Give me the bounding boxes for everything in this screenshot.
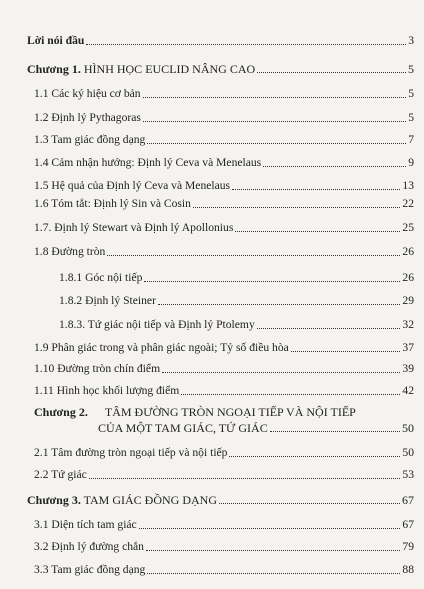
toc-entry[interactable] (34, 133, 414, 147)
leader-dots (147, 143, 406, 144)
leader-dots (144, 281, 400, 282)
toc-entry-label: 1.2 Định lý Pythagoras (34, 111, 141, 124)
chapter-title: TAM GIÁC ĐỒNG DẠNG (80, 493, 218, 507)
toc-entry[interactable] (34, 111, 414, 125)
chapter-2-number: Chương 2. (34, 405, 88, 419)
toc-entry-label: 3.3 Tam giác đồng dạng (34, 563, 146, 576)
page-number: 42 (402, 384, 414, 397)
chapter-2-heading (34, 405, 356, 419)
toc-entry-label (27, 34, 84, 48)
leader-dots (235, 231, 400, 232)
toc-entry-label: 1.9 Phân giác trong và phân giác ngoài; Tỷ số điều hòa (34, 341, 289, 354)
toc-entry[interactable] (34, 197, 414, 211)
page-number: 79 (402, 540, 414, 553)
toc-entry[interactable] (34, 563, 414, 577)
toc-entry[interactable] (34, 384, 414, 398)
toc-entry-label: 1.5 Hệ quả của Định lý Ceva và Menelaus (34, 179, 231, 192)
chapter-title: HÌNH HỌC EUCLID NÂNG CAO (80, 62, 256, 76)
page-number: 67 (402, 493, 414, 507)
chapter-2-title-line2: CỦA MỘT TAM GIÁC, TỨ GIÁC (98, 421, 268, 435)
page-number: 32 (402, 318, 414, 331)
leader-dots (193, 207, 400, 208)
toc-entry[interactable] (34, 341, 414, 355)
leader-dots (162, 372, 400, 373)
leader-dots (107, 255, 400, 256)
page-number: 88 (402, 563, 414, 576)
toc-entry[interactable] (34, 362, 414, 376)
toc-entry-label: 1.6 Tóm tắt: Định lý Sin và Cosin (34, 197, 191, 210)
page-number: 5 (408, 87, 414, 100)
toc-entry[interactable] (59, 318, 414, 332)
leader-dots (143, 121, 406, 122)
page-number: 37 (402, 341, 414, 354)
chapter-number: Chương 1. (27, 62, 81, 76)
toc-entry[interactable] (59, 294, 414, 308)
page-number: 50 (402, 421, 414, 435)
toc-entry-label: 1.11 Hình học khối lượng điểm (34, 384, 180, 397)
toc-entry[interactable] (59, 271, 414, 285)
toc-entry-label: 1.3 Tam giác đồng dạng (34, 133, 146, 146)
page-number: 25 (402, 221, 414, 234)
toc-entry-label: 1.8 Đường tròn (34, 245, 106, 258)
toc-entry[interactable] (34, 518, 414, 532)
leader-dots (181, 394, 400, 395)
toc-entry-label: 2.1 Tâm đường tròn ngoại tiếp và nội tiếp (34, 446, 228, 459)
toc-entry[interactable] (27, 62, 414, 76)
toc-entry-label: 1.10 Đường tròn chín điểm (34, 362, 161, 375)
chapter-number: Chương 3. (27, 493, 81, 507)
page-number: 13 (402, 179, 414, 192)
toc-entry-label: 1.8.3. Tứ giác nội tiếp và Định lý Ptolemy (59, 318, 255, 331)
toc-entry[interactable] (27, 34, 414, 48)
toc-entry[interactable] (34, 221, 414, 235)
leader-dots (139, 528, 401, 529)
section-title: Lời nói đầu (27, 34, 85, 47)
page-number: 26 (402, 245, 414, 258)
leader-dots (86, 44, 406, 45)
toc-entry-label (27, 493, 217, 507)
leader-dots (257, 72, 406, 73)
page-number: 50 (402, 446, 414, 459)
leader-dots (270, 431, 400, 432)
toc-entry[interactable] (34, 87, 414, 101)
leader-dots (257, 328, 401, 329)
toc-entry-label (27, 62, 255, 76)
leader-dots (232, 189, 400, 190)
toc-entry[interactable] (34, 468, 414, 482)
page-number: 9 (408, 156, 414, 169)
toc-entry-label: 2.2 Tứ giác (34, 468, 87, 481)
toc-entry-label: 1.7. Định lý Stewart và Định lý Apollonius (34, 221, 234, 234)
leader-dots (89, 478, 401, 479)
leader-dots (263, 166, 406, 167)
page-number: 5 (408, 111, 414, 124)
leader-dots (143, 97, 407, 98)
chapter-2-title-line2-row (98, 421, 414, 435)
toc-entry[interactable] (27, 493, 414, 507)
toc-entry[interactable] (34, 245, 414, 259)
leader-dots (158, 304, 400, 305)
page-number: 26 (402, 271, 414, 284)
toc-entry[interactable] (34, 179, 414, 193)
toc-entry[interactable] (34, 446, 414, 460)
toc-entry-label: 1.4 Cảm nhận hướng: Định lý Ceva và Menelaus (34, 156, 262, 169)
page-number: 39 (402, 362, 414, 375)
leader-dots (219, 503, 400, 504)
page-number: 5 (408, 62, 414, 76)
toc-entry-label: 1.8.1 Góc nội tiếp (59, 271, 143, 284)
toc-entry-label: 1.8.2 Định lý Steiner (59, 294, 156, 307)
toc-entry[interactable] (34, 156, 414, 170)
leader-dots (147, 573, 400, 574)
page-number: 29 (402, 294, 414, 307)
toc-entry-label: 3.1 Diện tích tam giác (34, 518, 137, 531)
page-number: 53 (402, 468, 414, 481)
page-number: 7 (408, 133, 414, 146)
page-number: 22 (402, 197, 414, 210)
leader-dots (229, 456, 400, 457)
page-number: 67 (402, 518, 414, 531)
page-number: 3 (408, 34, 414, 47)
toc-entry-label: 1.1 Các ký hiệu cơ bản (34, 87, 141, 100)
leader-dots (146, 550, 400, 551)
toc-entry-label: 3.2 Định lý đường chắn (34, 540, 144, 553)
chapter-2-title-line1: TÂM ĐƯỜNG TRÒN NGOẠI TIẾP VÀ NỘI TIẾP (104, 405, 356, 419)
leader-dots (291, 351, 401, 352)
toc-entry[interactable] (34, 540, 414, 554)
